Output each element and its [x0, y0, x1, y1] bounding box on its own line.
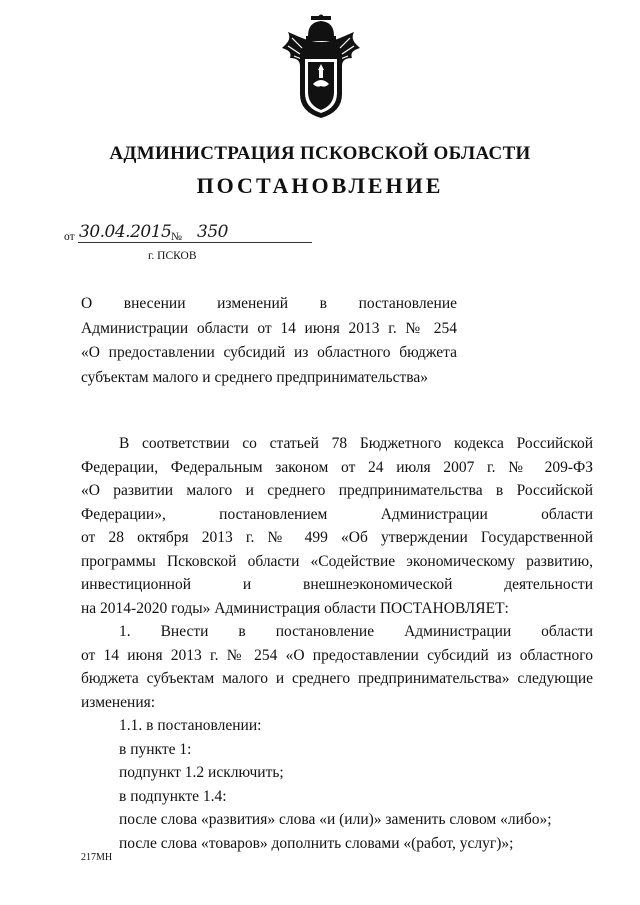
body-line: Федерации, Федеральным законом от 24 июля 2007 г. № 209-ФЗ	[81, 458, 593, 476]
date-prefix: от	[64, 231, 75, 243]
document-body	[81, 432, 593, 855]
clause-1-paragraph	[81, 620, 593, 714]
list-item: в подпункте 1.4:	[119, 787, 227, 805]
date-underline	[78, 242, 312, 243]
body-line: бюджета субъектам малого и среднего предпринимательства» следующие	[81, 670, 593, 687]
subject-line: субъектам малого и среднего предпринимательства»	[81, 368, 428, 386]
subject-line: Администрации области от 14 июня 2013 г. № 254	[81, 319, 457, 337]
city-label: г. ПСКОВ	[148, 250, 197, 262]
subject-line: «О предоставлении субсидий из областного бюджета	[81, 344, 457, 361]
body-line: на 2014-2020 годы» Администрация области ПОСТАНОВЛЯЕТ:	[81, 599, 509, 617]
list-item: после слова «товаров» дополнить словами «(работ, услуг)»;	[119, 834, 514, 852]
coat-of-arms-icon	[278, 14, 364, 120]
handwritten-number: 350	[197, 222, 228, 242]
list-item: подпункт 1.2 исключить;	[119, 764, 284, 781]
handwritten-date: 30.04.2015	[79, 222, 172, 242]
body-line: от 28 октября 2013 г. № 499 «Об утверждении Государственной	[81, 529, 593, 546]
body-line: Федерации», постановлением Администрации области	[81, 505, 593, 523]
list-item: после слова «развития» слова «и (или)» заменить словом «либо»;	[119, 811, 552, 828]
preamble-paragraph	[81, 432, 593, 620]
amendment-items	[81, 714, 593, 855]
number-prefix: №	[171, 231, 182, 243]
document-subject	[81, 292, 457, 390]
body-line: изменения:	[81, 693, 156, 711]
body-line: 1. Внести в постановление Администрации области	[119, 623, 593, 640]
body-line: программы Псковской области «Содействие экономическому развитию,	[81, 552, 593, 570]
body-line: В соответствии со статьей 78 Бюджетного кодекса Российской	[119, 435, 593, 452]
subject-line: О внесении изменений в постановление	[81, 295, 457, 312]
organization-name: АДМИНИСТРАЦИЯ ПСКОВСКОЙ ОБЛАСТИ	[109, 143, 531, 164]
list-item: 1.1. в постановлении:	[119, 717, 262, 734]
list-item: в пункте 1:	[119, 740, 192, 758]
date-number-line	[64, 222, 264, 246]
document-code: 217МН	[81, 852, 113, 863]
body-line: от 14 июня 2013 г. № 254 «О предоставлении субсидий из областного	[81, 646, 593, 664]
document-type-title: ПОСТАНОВЛЕНИЕ	[196, 173, 444, 198]
body-line: инвестиционной и внешнеэкономической деятельности	[81, 576, 593, 593]
body-line: «О развитии малого и среднего предпринимательства в Российской	[81, 482, 593, 499]
